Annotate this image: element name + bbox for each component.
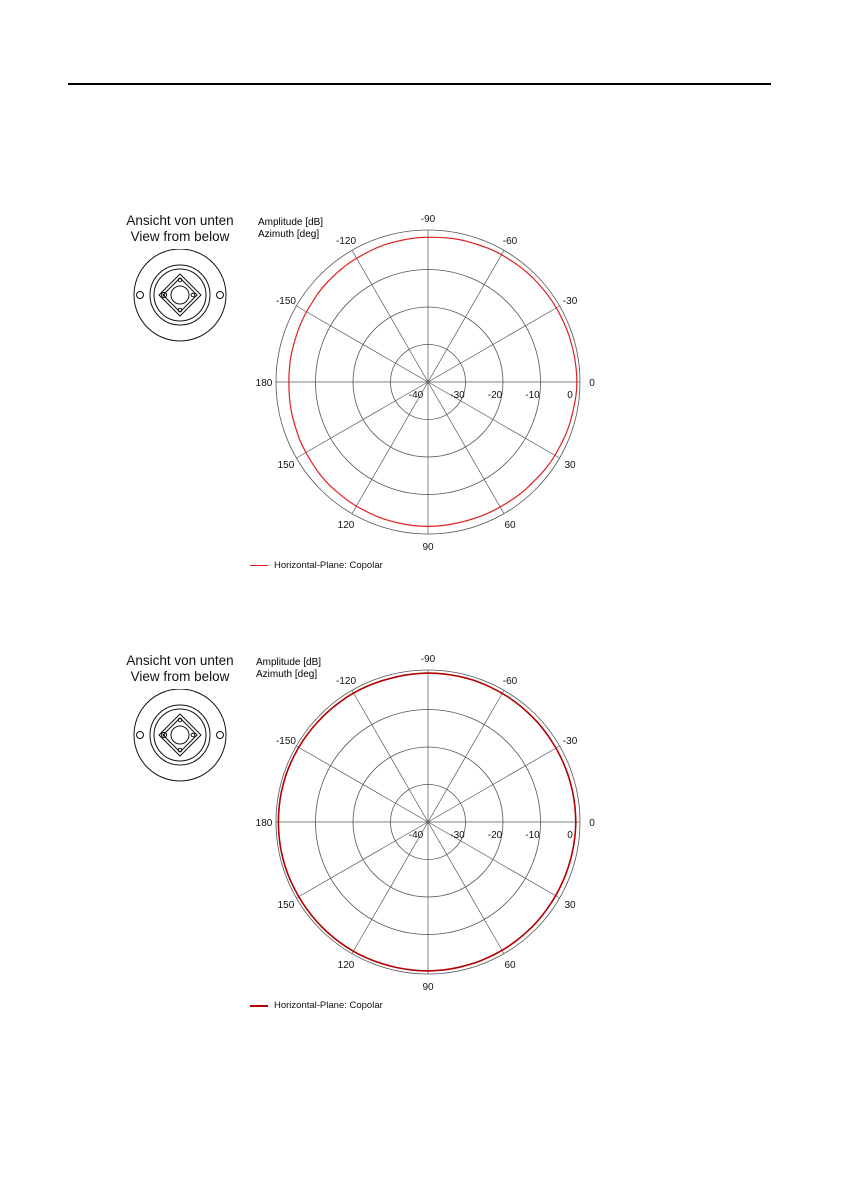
view-caption-de: Ansicht von unten	[126, 653, 234, 668]
data-point	[293, 345, 294, 346]
data-point	[554, 455, 555, 456]
data-point	[283, 860, 284, 861]
data-point	[532, 926, 533, 927]
angle-label: 150	[277, 460, 295, 471]
antenna-bottom-view-drawing	[132, 249, 228, 345]
data-point	[427, 526, 428, 527]
angle-label: 90	[422, 542, 434, 553]
chart-ylabel: Amplitude [dB]	[258, 217, 324, 228]
header-rule	[68, 83, 771, 85]
data-point	[356, 258, 357, 259]
angle-label: 60	[504, 960, 516, 972]
data-point	[555, 895, 556, 896]
view-caption-de: Ansicht von unten	[126, 213, 234, 228]
data-point	[292, 418, 293, 419]
antenna-bottom-view-drawing	[132, 689, 228, 785]
data-point	[390, 242, 391, 243]
data-point	[576, 381, 577, 382]
data-point	[390, 521, 391, 522]
angle-label: 180	[255, 818, 273, 829]
data-point	[500, 506, 501, 507]
data-point	[288, 381, 289, 382]
data-point	[322, 927, 323, 928]
figure-1	[0, 205, 842, 585]
radial-label: -30	[450, 830, 465, 841]
angle-label: 60	[504, 520, 516, 532]
chart-legend	[250, 560, 383, 571]
angle-label: 30	[564, 460, 576, 471]
angle-label: 90	[422, 982, 434, 993]
data-point	[465, 241, 466, 242]
angle-label: 30	[564, 900, 576, 911]
chart-xlabel: Azimuth [deg]	[256, 669, 318, 680]
angle-label: -120	[335, 675, 357, 687]
chart-ylabel: Amplitude [dB]	[256, 657, 322, 668]
data-point	[327, 482, 328, 483]
radial-label: -40	[408, 830, 424, 841]
angle-label: -90	[420, 214, 436, 225]
data-point	[465, 521, 466, 522]
data-point	[532, 717, 533, 718]
angle-label: -60	[502, 675, 518, 687]
radial-label: 0	[567, 390, 573, 401]
angle-label: 0	[589, 818, 595, 829]
data-point	[305, 452, 306, 453]
view-caption	[110, 213, 250, 245]
view-caption	[110, 653, 250, 685]
data-point	[502, 693, 503, 694]
data-point	[389, 678, 390, 679]
legend-swatch	[250, 1005, 268, 1007]
chart-legend	[250, 1000, 383, 1011]
angle-label: 120	[337, 520, 355, 532]
data-point	[502, 950, 503, 951]
data-point	[532, 277, 533, 278]
polar-chart	[250, 645, 600, 995]
data-point	[570, 783, 571, 784]
radial-label: -10	[525, 390, 540, 401]
data-point	[306, 311, 307, 312]
data-point	[575, 821, 576, 822]
data-point	[466, 678, 467, 679]
data-point	[278, 821, 279, 822]
angle-label: -30	[562, 736, 578, 747]
view-caption-en: View from below	[130, 229, 230, 244]
polar-grid	[276, 230, 580, 534]
data-point	[356, 506, 357, 507]
legend-label: Horizontal-Plane: Copolar	[274, 1000, 383, 1011]
data-point	[427, 237, 428, 238]
angle-label: -150	[275, 736, 296, 747]
data-point	[427, 970, 428, 971]
data-point	[298, 747, 299, 748]
radial-label: 0	[567, 830, 573, 841]
data-point	[556, 307, 557, 308]
data-point	[353, 693, 354, 694]
radial-label: -40	[408, 390, 424, 401]
data-point	[570, 420, 571, 421]
angle-label: 120	[337, 960, 355, 972]
angle-label: 0	[589, 378, 595, 389]
data-point	[571, 343, 572, 344]
angle-label: 180	[255, 378, 273, 389]
radial-label: -20	[487, 830, 503, 841]
chart-xlabel: Azimuth [deg]	[258, 229, 320, 240]
radial-label: -20	[487, 390, 503, 401]
legend-label: Horizontal-Plane: Copolar	[274, 560, 383, 571]
data-point	[555, 748, 556, 749]
view-caption-en: View from below	[130, 669, 230, 684]
polar-chart	[250, 205, 600, 555]
data-point	[530, 484, 531, 485]
data-point	[353, 951, 354, 952]
data-point	[322, 716, 323, 717]
angle-label: -150	[275, 296, 296, 307]
data-point	[466, 965, 467, 966]
angle-label: 150	[277, 900, 295, 911]
angle-label: -120	[335, 235, 357, 247]
radial-label: -10	[525, 830, 540, 841]
data-point	[501, 254, 502, 255]
figure-2	[0, 645, 842, 1025]
data-point	[327, 281, 328, 282]
data-point	[389, 965, 390, 966]
polar-grid	[276, 670, 580, 974]
angle-label: -90	[420, 654, 436, 665]
data-point	[283, 783, 284, 784]
angle-label: -30	[562, 296, 578, 307]
data-point	[570, 860, 571, 861]
radial-label: -30	[450, 390, 465, 401]
data-point	[298, 896, 299, 897]
legend-swatch	[250, 565, 268, 566]
angle-label: -60	[502, 235, 518, 247]
data-point	[427, 673, 428, 674]
